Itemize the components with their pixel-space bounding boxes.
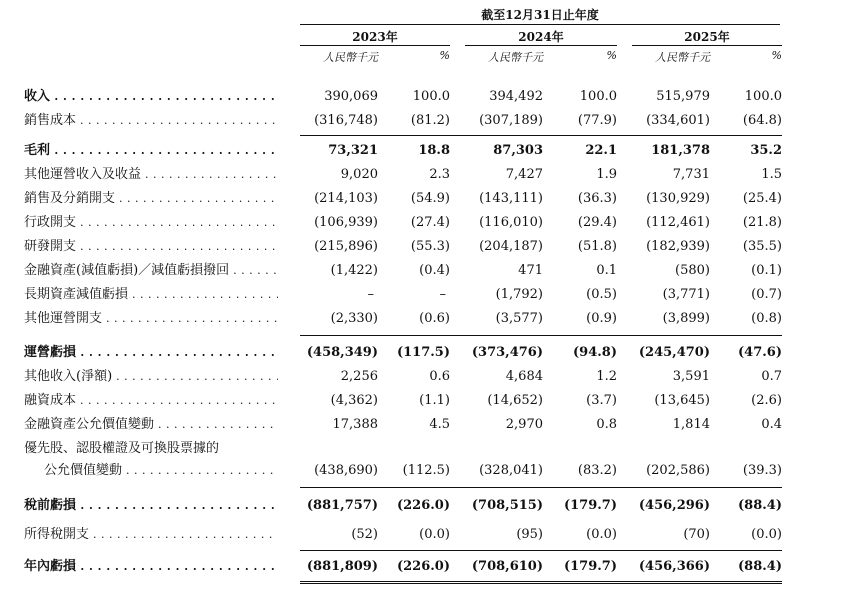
cell-2024-pct: (179.7) xyxy=(563,498,617,513)
cell-2023-pct: (226.0) xyxy=(396,498,450,513)
row-loss-for-year xyxy=(0,556,843,578)
cell-2023-amount: (316,748) xyxy=(314,113,378,128)
cell-2025-amount: (580) xyxy=(675,263,710,278)
row-label: 銷售成本 . . . xyxy=(24,110,278,132)
cell-2024-pct: 1.9 xyxy=(596,167,617,182)
row-admin-expenses xyxy=(0,212,843,234)
row-label: 研發開支 . . . xyxy=(24,236,278,258)
cell-2025-amount: (13,645) xyxy=(654,393,710,408)
cell-2023-pct: 100.0 xyxy=(412,89,450,104)
cell-2025-pct: (0.1) xyxy=(751,263,782,278)
cell-2025-pct: (21.8) xyxy=(742,215,782,230)
cell-2024-pct: (3.7) xyxy=(586,393,617,408)
unit-pct-2025: % xyxy=(771,49,782,62)
subtotal-rule xyxy=(300,135,782,136)
cell-2025-pct: (2.6) xyxy=(751,393,782,408)
cell-2025-amount: (70) xyxy=(683,527,710,542)
cell-2024-pct: (0.0) xyxy=(586,527,617,542)
row-label: 融資成本 . . . xyxy=(24,390,278,412)
year-header-2024: 2024年 xyxy=(518,30,564,44)
cell-2025-pct: (25.4) xyxy=(742,191,782,206)
subtotal-rule xyxy=(300,487,782,488)
cell-2025-amount: 7,731 xyxy=(672,167,710,182)
cell-2024-amount: 87,303 xyxy=(493,143,543,158)
row-fair-value-preferred-shares xyxy=(0,460,843,482)
row-operating-loss xyxy=(0,342,843,364)
cell-2023-pct: (112.5) xyxy=(402,463,450,478)
unit-amount-2023: 人民幣千元 xyxy=(323,51,378,64)
cell-2025-pct: (39.3) xyxy=(742,463,782,478)
cell-2025-pct: (0.0) xyxy=(751,527,782,542)
cell-2023-amount: 73,321 xyxy=(328,143,378,158)
cell-2023-amount: – xyxy=(367,287,374,302)
cell-2023-pct: – xyxy=(439,287,446,302)
cell-2024-amount: 2,970 xyxy=(505,417,543,432)
cell-2025-amount: (112,461) xyxy=(646,215,710,230)
cell-2024-amount: 394,492 xyxy=(489,89,543,104)
cell-2024-pct: (36.3) xyxy=(577,191,617,206)
row-label: 金融資產公允價值變動 . . . xyxy=(24,414,278,436)
cell-2025-pct: 0.4 xyxy=(761,417,782,432)
row-label: 金融資產(減值虧損)／減值虧損撥回 . . . xyxy=(24,260,278,282)
cell-2023-pct: 0.6 xyxy=(429,369,450,384)
cell-2025-pct: (88.4) xyxy=(738,559,782,574)
cell-2024-pct: (51.8) xyxy=(577,239,617,254)
row-finance-costs xyxy=(0,390,843,412)
subtotal-rule xyxy=(300,335,782,336)
cell-2024-amount: (708,515) xyxy=(471,498,543,513)
cell-2025-amount: (456,296) xyxy=(638,498,710,513)
cell-2023-amount: (215,896) xyxy=(314,239,378,254)
cell-2024-amount: (307,189) xyxy=(479,113,543,128)
row-cost-of-sales xyxy=(0,110,843,132)
cell-2023-pct: (55.3) xyxy=(410,239,450,254)
subtotal-rule xyxy=(300,550,782,551)
cell-2024-amount: 7,427 xyxy=(505,167,543,182)
cell-2023-amount: (106,939) xyxy=(314,215,378,230)
cell-2023-pct: (81.2) xyxy=(410,113,450,128)
cell-2024-pct: 1.2 xyxy=(596,369,617,384)
cell-2024-amount: (204,187) xyxy=(479,239,543,254)
row-fair-value-financial-assets xyxy=(0,414,843,436)
cell-2025-pct: 1.5 xyxy=(761,167,782,182)
row-label: 其他運營開支 . . . xyxy=(24,308,278,330)
cell-2023-amount: 17,388 xyxy=(332,417,378,432)
cell-2025-amount: 181,378 xyxy=(651,143,710,158)
row-loss-before-tax xyxy=(0,495,843,517)
row-label: 所得稅開支 . . . xyxy=(24,524,278,546)
year-header-2025: 2025年 xyxy=(684,30,730,44)
row-fair-value-preferred-shares-heading xyxy=(0,438,843,460)
cell-2023-amount: (881,809) xyxy=(306,559,378,574)
cell-2024-pct: (179.7) xyxy=(563,559,617,574)
cell-2025-pct: (88.4) xyxy=(738,498,782,513)
cell-2025-amount: (202,586) xyxy=(646,463,710,478)
cell-2023-amount: 2,256 xyxy=(340,369,378,384)
cell-2023-amount: (1,422) xyxy=(330,263,378,278)
row-other-income-net xyxy=(0,366,843,388)
cell-2023-amount: (438,690) xyxy=(314,463,378,478)
cell-2025-amount: (182,939) xyxy=(646,239,710,254)
total-double-rule xyxy=(300,581,782,584)
cell-2024-pct: (94.8) xyxy=(573,345,617,360)
cell-2024-pct: (77.9) xyxy=(577,113,617,128)
unit-amount-2024: 人民幣千元 xyxy=(488,51,543,64)
cell-2025-pct: 100.0 xyxy=(744,89,782,104)
cell-2025-amount: (130,929) xyxy=(646,191,710,206)
year-header-2023: 2023年 xyxy=(352,30,398,44)
cell-2024-amount: (3,577) xyxy=(495,311,543,326)
cell-2023-amount: (4,362) xyxy=(330,393,378,408)
cell-2025-pct: (35.5) xyxy=(742,239,782,254)
cell-2023-pct: (1.1) xyxy=(419,393,450,408)
cell-2024-pct: 22.1 xyxy=(585,143,617,158)
cell-2024-amount: (708,610) xyxy=(471,559,543,574)
row-other-operating-income xyxy=(0,164,843,186)
row-label: 收入 . . . xyxy=(24,86,278,108)
cell-2025-pct: (0.8) xyxy=(751,311,782,326)
row-label: 毛利 . . . xyxy=(24,140,278,162)
cell-2024-amount: (14,652) xyxy=(487,393,543,408)
cell-2024-amount: (143,111) xyxy=(479,191,543,206)
cell-2024-amount: 4,684 xyxy=(505,369,543,384)
row-label: 長期資產減值虧損 . . . xyxy=(24,284,278,306)
cell-2024-pct: 100.0 xyxy=(579,89,617,104)
cell-2024-pct: (0.9) xyxy=(586,311,617,326)
row-label: 其他運營收入及收益 . . . xyxy=(24,164,278,186)
row-label: 銷售及分銷開支 . . . xyxy=(24,188,278,210)
row-label: 年內虧損 . . . xyxy=(24,556,278,578)
cell-2023-pct: 4.5 xyxy=(429,417,450,432)
cell-2024-pct: 0.8 xyxy=(596,417,617,432)
cell-2024-amount: 471 xyxy=(518,263,543,278)
cell-2024-amount: (328,041) xyxy=(479,463,543,478)
cell-2025-amount: (456,366) xyxy=(638,559,710,574)
year-rule-2025 xyxy=(632,45,782,46)
cell-2023-amount: (52) xyxy=(351,527,378,542)
cell-2024-amount: (1,792) xyxy=(495,287,543,302)
cell-2024-pct: (29.4) xyxy=(577,215,617,230)
cell-2025-amount: 515,979 xyxy=(656,89,710,104)
cell-2023-amount: 390,069 xyxy=(324,89,378,104)
cell-2025-amount: 1,814 xyxy=(672,417,710,432)
cell-2023-pct: (27.4) xyxy=(410,215,450,230)
row-label: 其他收入(淨額) . . . xyxy=(24,366,278,388)
cell-2023-pct: 18.8 xyxy=(418,143,450,158)
row-long-term-asset-impairment xyxy=(0,284,843,306)
cell-2025-amount: 3,591 xyxy=(672,369,710,384)
cell-2023-pct: (117.5) xyxy=(396,345,450,360)
row-label: 稅前虧損 . . . xyxy=(24,495,278,517)
period-rule xyxy=(300,24,780,25)
row-label: 行政開支 . . . xyxy=(24,212,278,234)
row-label: 優先股、認股權證及可換股票據的 xyxy=(24,441,220,456)
cell-2023-pct: (226.0) xyxy=(396,559,450,574)
year-rule-2024 xyxy=(465,45,617,46)
cell-2025-pct: (47.6) xyxy=(738,345,782,360)
row-label-continued: 公允價值變動 . . . xyxy=(44,460,278,482)
cell-2023-amount: (2,330) xyxy=(330,311,378,326)
cell-2025-pct: 0.7 xyxy=(761,369,782,384)
cell-2023-amount: (214,103) xyxy=(314,191,378,206)
unit-pct-2023: % xyxy=(439,49,450,62)
row-rnd-expenses xyxy=(0,236,843,258)
unit-amount-2025: 人民幣千元 xyxy=(655,51,710,64)
cell-2023-pct: (0.0) xyxy=(419,527,450,542)
cell-2023-pct: (0.6) xyxy=(419,311,450,326)
cell-2023-pct: (0.4) xyxy=(419,263,450,278)
cell-2024-pct: 0.1 xyxy=(596,263,617,278)
cell-2023-amount: (458,349) xyxy=(306,345,378,360)
unit-pct-2024: % xyxy=(606,49,617,62)
cell-2023-pct: (54.9) xyxy=(410,191,450,206)
cell-2024-pct: (0.5) xyxy=(586,287,617,302)
cell-2025-pct: (0.7) xyxy=(751,287,782,302)
cell-2025-amount: (334,601) xyxy=(646,113,710,128)
cell-2024-pct: (83.2) xyxy=(577,463,617,478)
cell-2025-amount: (3,899) xyxy=(662,311,710,326)
cell-2024-amount: (116,010) xyxy=(479,215,543,230)
row-revenue xyxy=(0,86,843,108)
period-header: 截至12月31日止年度 xyxy=(481,8,599,22)
cell-2025-pct: 35.2 xyxy=(750,143,782,158)
year-rule-2023 xyxy=(300,45,450,46)
row-label: 運營虧損 . . . xyxy=(24,342,278,364)
cell-2024-amount: (95) xyxy=(516,527,543,542)
row-financial-asset-impairment xyxy=(0,260,843,282)
cell-2025-pct: (64.8) xyxy=(742,113,782,128)
cell-2025-amount: (3,771) xyxy=(662,287,710,302)
cell-2025-amount: (245,470) xyxy=(638,345,710,360)
row-gross-profit xyxy=(0,140,843,162)
cell-2023-amount: (881,757) xyxy=(306,498,378,513)
row-other-operating-expenses xyxy=(0,308,843,330)
cell-2023-pct: 2.3 xyxy=(429,167,450,182)
cell-2023-amount: 9,020 xyxy=(340,167,378,182)
row-income-tax xyxy=(0,524,843,546)
row-selling-expenses xyxy=(0,188,843,210)
cell-2024-amount: (373,476) xyxy=(471,345,543,360)
